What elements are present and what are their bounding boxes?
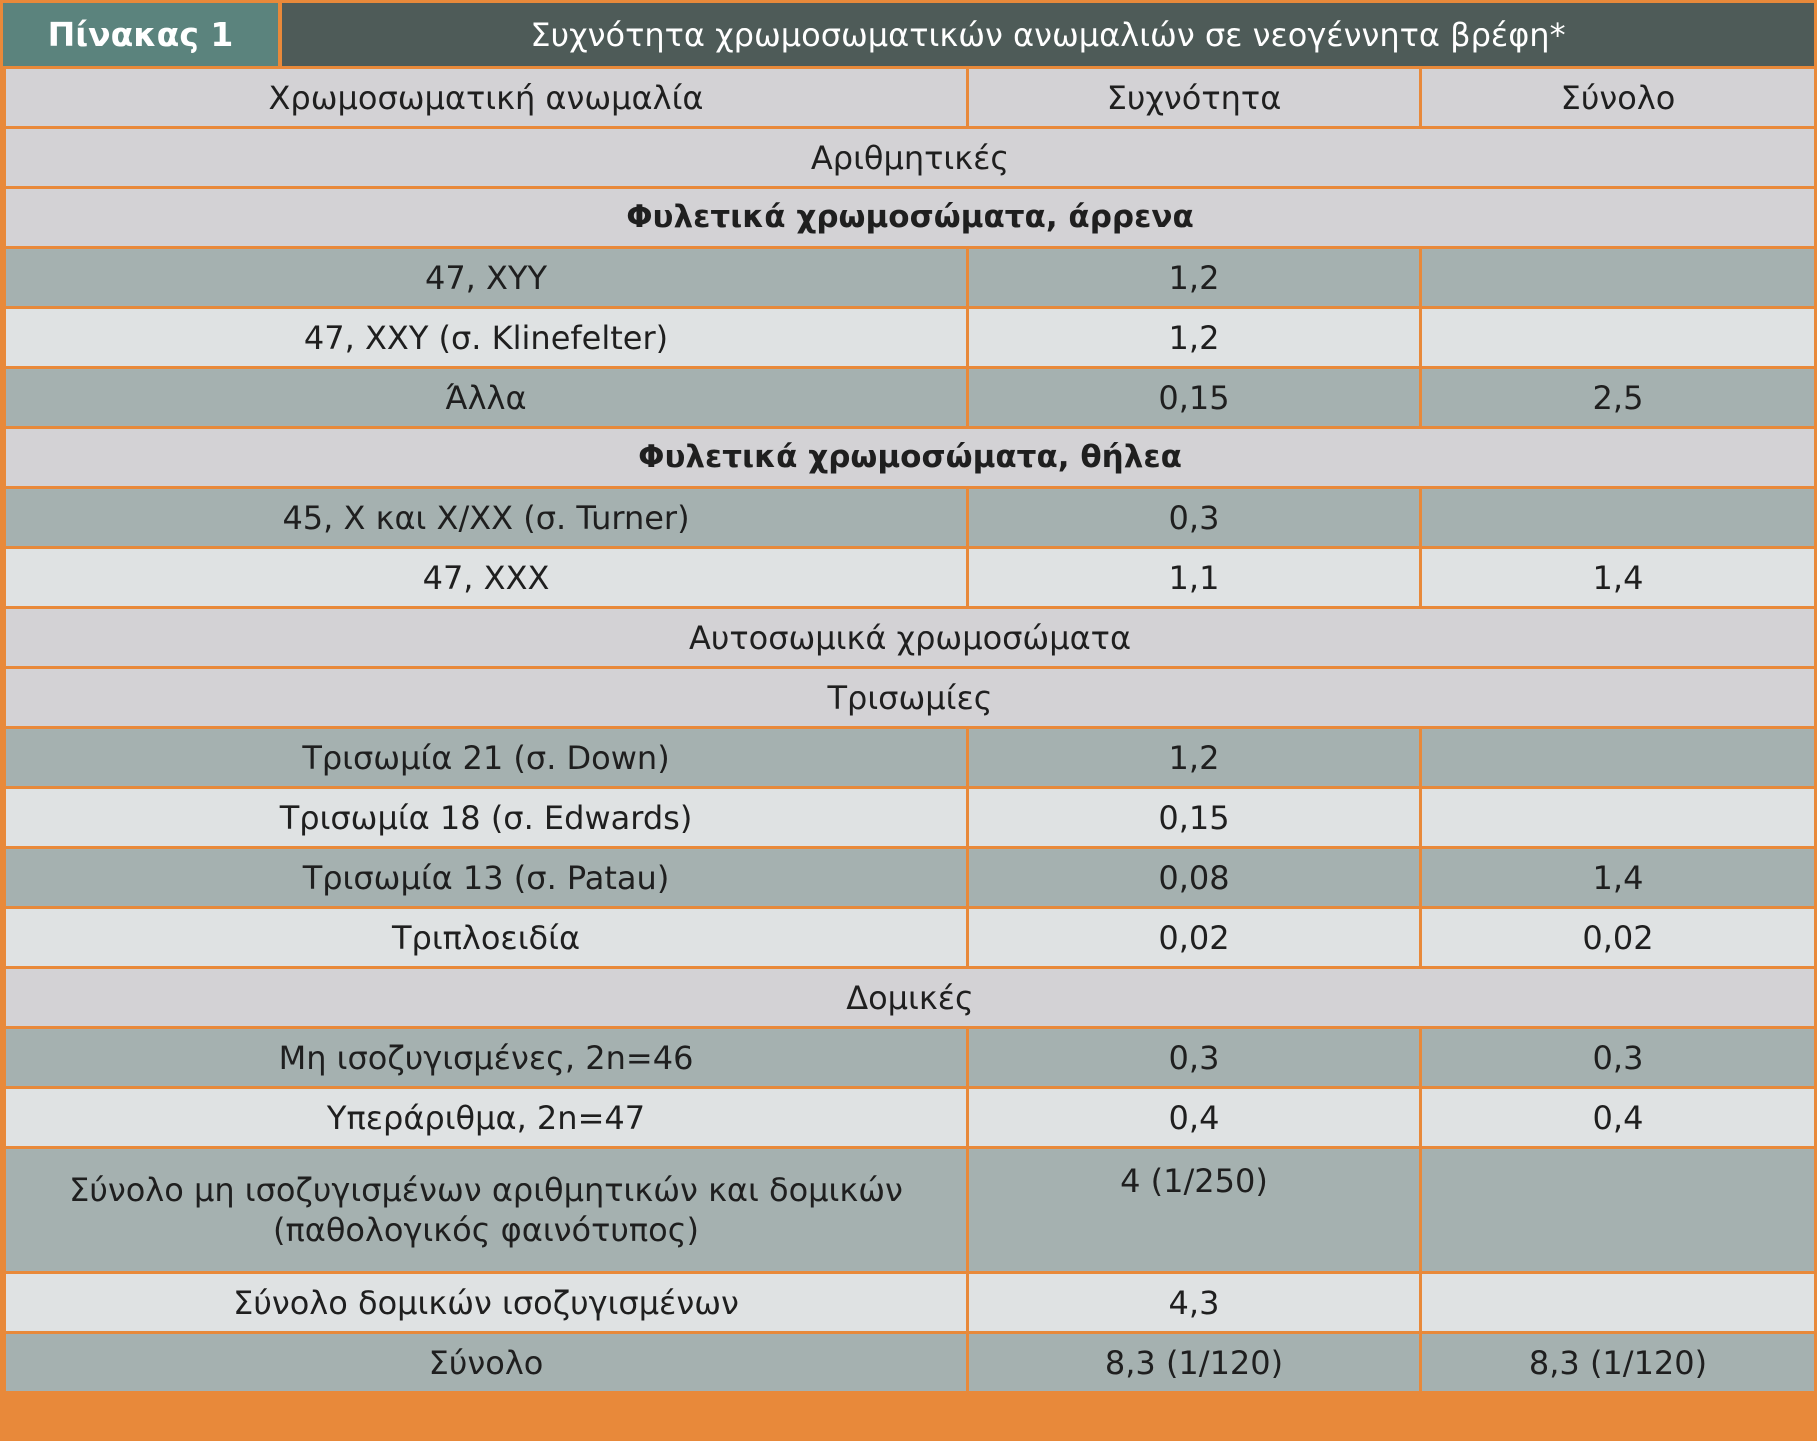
- table-row: [5, 1333, 1816, 1393]
- row-total: 1,4: [1421, 548, 1816, 608]
- header-row: [5, 68, 1816, 128]
- row-label: 47, XXX: [5, 548, 968, 608]
- row-label: Σύνολο: [5, 1333, 968, 1393]
- table-row: [5, 248, 1816, 308]
- row-total: 0,4: [1421, 1088, 1816, 1148]
- row-total: [1421, 1148, 1816, 1273]
- row-label-line: Σύνολο μη ισοζυγισμένων αριθμητικών και δομικών: [69, 1171, 903, 1209]
- section-row: [5, 668, 1816, 728]
- row-label: 47, XXY (σ. Klinefelter): [5, 308, 968, 368]
- section-row: [5, 608, 1816, 668]
- row-label: Τρισωμία 18 (σ. Edwards): [5, 788, 968, 848]
- table-row: [5, 908, 1816, 968]
- row-total: 1,4: [1421, 848, 1816, 908]
- row-frequency: 0,15: [968, 788, 1421, 848]
- section-trisomies: Τρισωμίες: [5, 668, 1816, 728]
- section-row: [5, 188, 1816, 248]
- row-frequency: 0,15: [968, 368, 1421, 428]
- header-total: Σύνολο: [1421, 68, 1816, 128]
- table-title-bar: [3, 3, 1814, 66]
- section-structural: Δομικές: [5, 968, 1816, 1028]
- row-total: [1421, 488, 1816, 548]
- row-total: [1421, 1273, 1816, 1333]
- table-number-tag: Πίνακας 1: [3, 3, 282, 66]
- row-frequency: 8,3 (1/120): [968, 1333, 1421, 1393]
- row-frequency: 4,3: [968, 1273, 1421, 1333]
- row-total: [1421, 308, 1816, 368]
- table-row: [5, 788, 1816, 848]
- table-row: [5, 1028, 1816, 1088]
- table-row: [5, 728, 1816, 788]
- section-sex-male: Φυλετικά χρωμοσώματα, άρρενα: [5, 188, 1816, 248]
- section-arithmetic: Αριθμητικές: [5, 128, 1816, 188]
- row-frequency: 4 (1/250): [968, 1148, 1421, 1273]
- row-total: 2,5: [1421, 368, 1816, 428]
- table-row: [5, 308, 1816, 368]
- section-row: [5, 968, 1816, 1028]
- row-label: Άλλα: [5, 368, 968, 428]
- table-row: [5, 1273, 1816, 1333]
- section-row: [5, 128, 1816, 188]
- row-frequency: 0,02: [968, 908, 1421, 968]
- row-label: 47, XYY: [5, 248, 968, 308]
- table-title: Συχνότητα χρωμοσωματικών ανωμαλιών σε νεογέννητα βρέφη*: [530, 15, 1566, 54]
- row-label: Σύνολο δομικών ισοζυγισμένων: [5, 1273, 968, 1333]
- row-total: 0,3: [1421, 1028, 1816, 1088]
- section-row: [5, 428, 1816, 488]
- table-row: [5, 848, 1816, 908]
- section-sex-female: Φυλετικά χρωμοσώματα, θήλεα: [5, 428, 1816, 488]
- row-label: 45, X και X/XX (σ. Turner): [5, 488, 968, 548]
- table-row: [5, 1148, 1816, 1273]
- row-total: 0,02: [1421, 908, 1816, 968]
- row-total: [1421, 728, 1816, 788]
- row-label: Τρισωμία 21 (σ. Down): [5, 728, 968, 788]
- row-frequency: 0,3: [968, 488, 1421, 548]
- header-anomaly: Χρωμοσωματική ανωμαλία: [5, 68, 968, 128]
- row-label: Τριπλοειδία: [5, 908, 968, 968]
- row-label-line: (παθολογικός φαινότυπος): [272, 1211, 700, 1249]
- row-total: 8,3 (1/120): [1421, 1333, 1816, 1393]
- row-frequency: 1,2: [968, 728, 1421, 788]
- row-total: [1421, 788, 1816, 848]
- section-autosomal: Αυτοσωμικά χρωμοσώματα: [5, 608, 1816, 668]
- row-frequency: 0,08: [968, 848, 1421, 908]
- header-frequency: Συχνότητα: [968, 68, 1421, 128]
- table-row: [5, 548, 1816, 608]
- table-row: [5, 1088, 1816, 1148]
- row-label: [5, 1148, 968, 1273]
- row-frequency: 1,1: [968, 548, 1421, 608]
- row-label: Τρισωμία 13 (σ. Patau): [5, 848, 968, 908]
- row-total: [1421, 248, 1816, 308]
- row-label: Μη ισοζυγισμένες, 2n=46: [5, 1028, 968, 1088]
- row-label: Υπεράριθμα, 2n=47: [5, 1088, 968, 1148]
- row-frequency: 0,4: [968, 1088, 1421, 1148]
- table-row: [5, 488, 1816, 548]
- row-frequency: 1,2: [968, 308, 1421, 368]
- row-frequency: 1,2: [968, 248, 1421, 308]
- frequency-table: [3, 66, 1817, 1394]
- table-row: [5, 368, 1816, 428]
- row-frequency: 0,3: [968, 1028, 1421, 1088]
